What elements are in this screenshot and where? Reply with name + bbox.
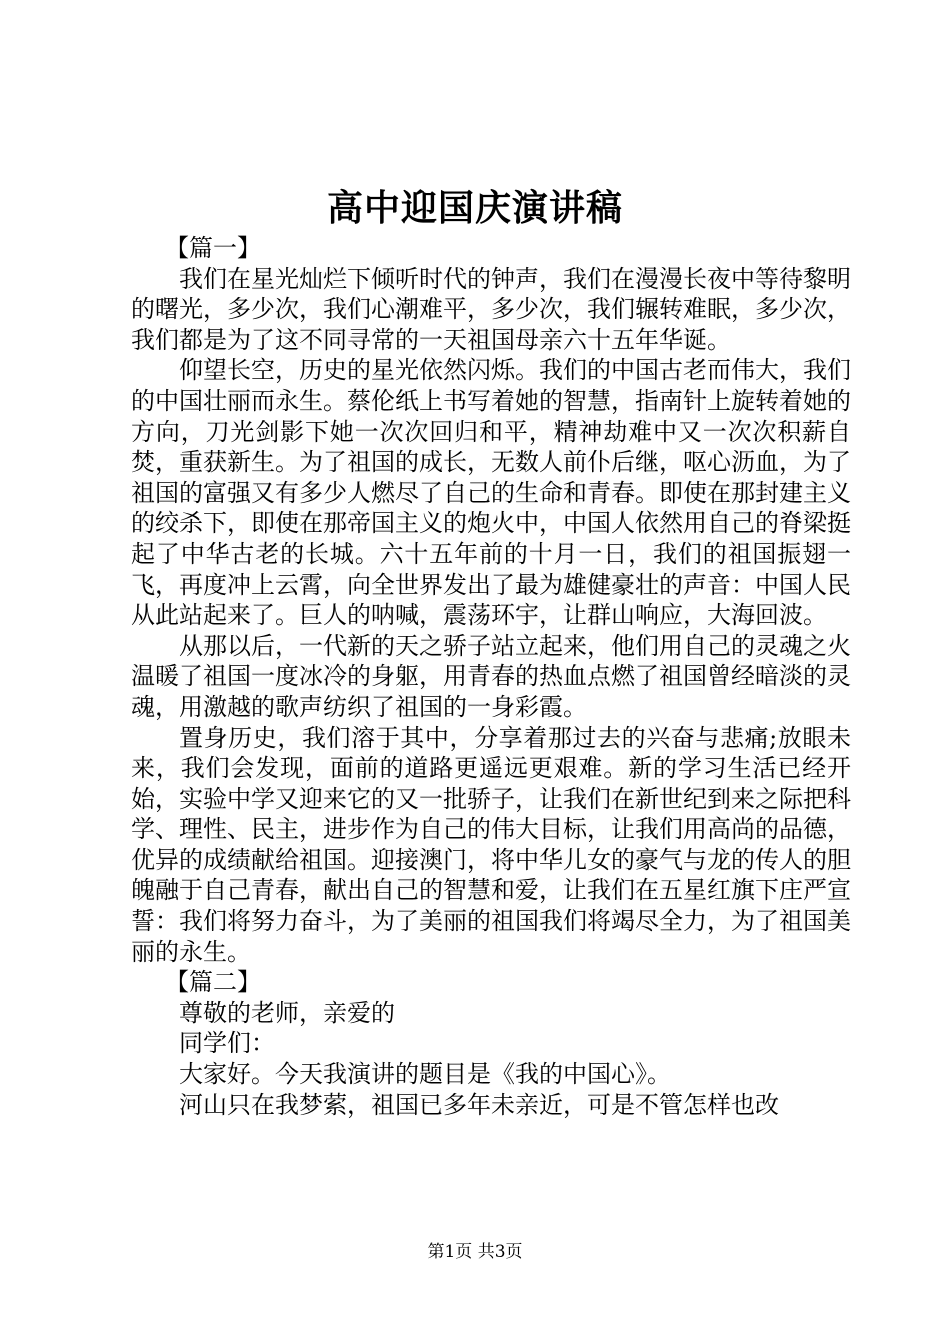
- paragraph: 置身历史，我们溶于其中，分享着那过去的兴奋与悲痛;放眼未来，我们会发现，面前的道路更遥远更艰难。新的学习生活已经开始，实验中学又迎来它的又一批骄子，让我们在新世纪到来之际把科学、理性、民主，进步作为自己的伟大目标，让我们用高尚的品德，优异的成绩献给祖国。迎接澳门，将中华儿女的豪气与龙的传人的胆魄融于自己青春，献出自己的智慧和爱，让我们在五星红旗下庄严宣誓：我们将努力奋斗，为了美丽的祖国我们将竭尽全力，为了祖国美丽的永生。: [131, 723, 851, 966]
- paragraph: 仰望长空，历史的星光依然闪烁。我们的中国古老而伟大，我们的中国壮丽而永生。蔡伦纸上书写着她的智慧，指南针上旋转着她的方向，刀光剑影下她一次次回归和平，精神劫难中又一次次积薪自焚，重获新生。为了祖国的成长，无数人前仆后继，呕心沥血，为了祖国的富强又有多少人燃尽了自己的生命和青春。即使在那封建主义的绞杀下，即使在那帝国主义的炮火中，中国人依然用自己的脊梁挺起了中华古老的长城。六十五年前的十月一日，我们的祖国振翅一飞，再度冲上云霄，向全世界发出了最为雄健豪壮的声音：中国人民从此站起来了。巨人的呐喊，震荡环宇，让群山响应，大海回波。: [131, 356, 851, 630]
- salutation-continued: 同学们：: [179, 1029, 275, 1058]
- paragraph: 从那以后，一代新的天之骄子站立起来，他们用自己的灵魂之火温暖了祖国一度冰冷的身躯，用青春的热血点燃了祖国曾经暗淡的灵魂，用激越的歌声纺织了祖国的一身彩霞。: [131, 631, 851, 721]
- document-body: [131, 233, 851, 1120]
- paragraph: 河山只在我梦萦，祖国已多年未亲近，可是不管怎样也改: [179, 1090, 779, 1119]
- paragraph: 大家好。今天我演讲的题目是《我的中国心》。: [179, 1060, 671, 1089]
- paragraph: 我们在星光灿烂下倾听时代的钟声，我们在漫漫长夜中等待黎明的曙光，多少次，我们心潮难平，多少次，我们辗转难眠，多少次，我们都是为了这不同寻常的一天祖国母亲六十五年华诞。: [131, 264, 851, 354]
- document-title: 高中迎国庆演讲稿: [326, 187, 623, 229]
- section-label-1: 【篇一】: [165, 234, 261, 262]
- salutation: 尊敬的老师，亲爱的: [179, 998, 395, 1027]
- page-footer: 第1页 共3页: [427, 1242, 523, 1262]
- section-label-2: 【篇二】: [165, 968, 261, 997]
